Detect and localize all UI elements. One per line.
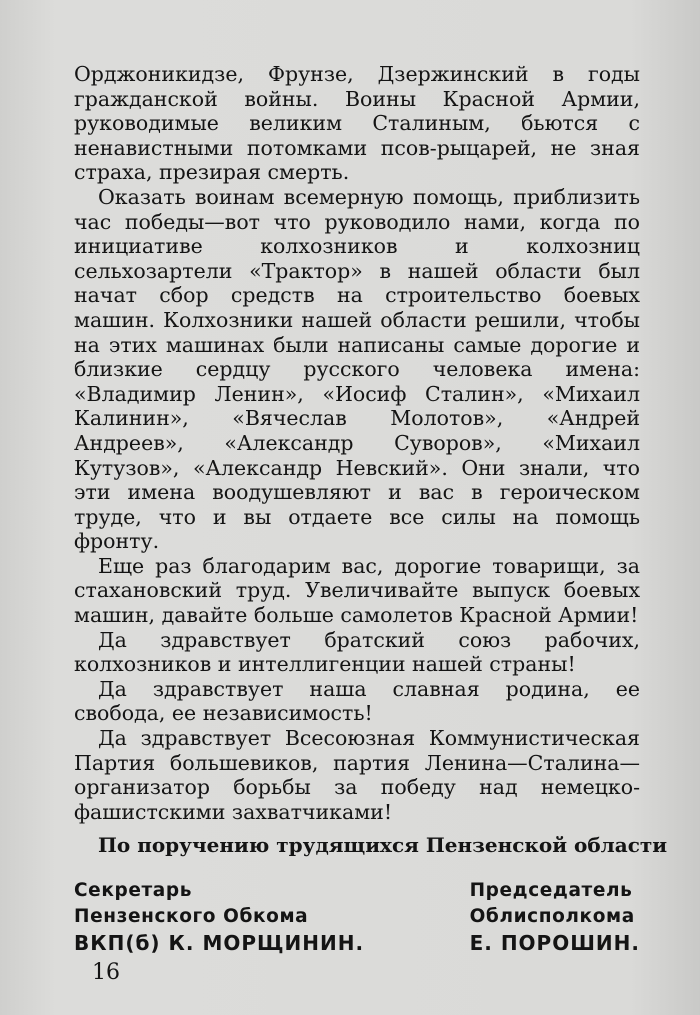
paragraph-5: Да здравствует наша славная родина, ее свобода, ее независимость! [74, 676, 640, 726]
signature-right-name: Е. ПОРОШИН. [469, 931, 640, 956]
signature-left-org: Пензенского Обкома [74, 906, 309, 928]
paragraph-6: Да здравствует Всесоюзная Коммунистическая Партия большевиков, партия Ленина—Сталина—организатор борьбы за победу над немецко-фашистскими захватчиками! [74, 726, 640, 824]
page-content [74, 62, 668, 956]
signature-right-org: Облисполкома [469, 906, 635, 928]
page-number: 16 [92, 960, 120, 985]
signature-left-name: ВКП(б) К. МОРЩИНИН. [74, 931, 365, 956]
paragraph-2: Оказать воинам всемерную помощь, приблизить час победы—вот что руководило нами, когда по инициативе колхозников и колхозниц сельхозартели «Трактор» в нашей области был начат сбор средств на строительство боевых машин. Колхозники нашей области решили, чтобы на этих машинах были написаны самые дорогие и близкие сердцу русского человека имена: «Владимир Ленин», «Иосиф Сталин», «Михаил Калинин», «Вячеслав Молотов», «Андрей Андреев», «Александр Суворов», «Михаил Кутузов», «Александр Невский». Они знали, что эти имена воодушевляют и вас в героическом труде, что и вы отдаете все силы на помощь фронту. [74, 184, 640, 554]
signature-right-title: Председатель [469, 880, 633, 902]
paragraph-1: Орджоникидзе, Фрунзе, Дзержинский в годы гражданской войны. Воины Красной Армии, руководимые великим Сталиным, бьются с ненавистными потомками псов-рыцарей, не зная страха, презирая смерть. [74, 62, 640, 185]
paragraph-4: Да здравствует братский союз рабочих, колхозников и интеллигенции нашей страны! [74, 627, 640, 677]
paragraph-3: Еще раз благодарим вас, дорогие товарищи, за стахановский труд. Увеличивайте выпуск боевых машин, давайте больше самолетов Красной Армии! [74, 553, 640, 628]
signature-left-title: Секретарь [74, 880, 193, 902]
mandate-line: По поручению трудящихся Пензенской области [98, 833, 668, 858]
signatures [74, 878, 640, 956]
signature-left [74, 878, 364, 956]
signature-right [470, 878, 640, 956]
